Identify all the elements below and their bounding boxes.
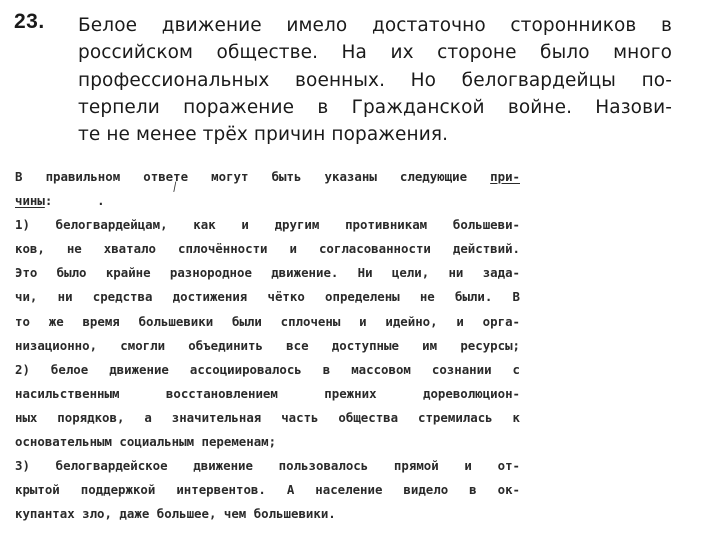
question-line: те не менее трёх причин поражения.: [78, 124, 449, 146]
answer-line: 3) белогвардейское движение пользовалось прямой и от-: [15, 458, 520, 474]
answer-line: 2) белое движение ассоциировалось в массовом сознании с: [15, 361, 520, 377]
answer-line: 1) белогвардейцам, как и другим противникам большеви-: [15, 217, 520, 233]
answer-line: ков, не хватало сплочённости и согласованности действий.: [15, 241, 520, 257]
answer-line: ных порядков, а значительная часть общества стремилась к: [15, 409, 520, 425]
question-line: Белое движение имело достаточно сторонников в: [78, 15, 672, 36]
answer-line: низационно, смогли объединить все доступные им ресурсы;: [15, 337, 520, 353]
answer-line: крытой поддержкой интервентов. А население видело в ок-: [15, 482, 520, 498]
answer-text: [15, 165, 520, 526]
answer-line: то же время большевики были сплочены и идейно, и орга-: [15, 313, 520, 329]
answer-intro-underlined: при-: [490, 169, 520, 184]
answer-intro-text: В правильном ответе могут быть указаны следующие: [15, 169, 491, 184]
answer-line: купантах зло, даже большее, чем большевики.: [15, 506, 336, 522]
answer-line: основательным социальным переменам;: [15, 434, 277, 450]
answer-line: чи, ни средства достижения чётко определены не были. В: [15, 289, 520, 305]
question-number: 23.: [14, 10, 45, 33]
question-text: [78, 12, 672, 148]
question-line: профессиональных военных. Но белогвардейцы по-: [78, 69, 672, 91]
question-line: терпели поражение в Гражданской войне. Назови-: [78, 96, 672, 118]
answer-line: насильственным восстановлением прежних дореволюцион-: [15, 385, 520, 401]
question-line: российском обществе. На их стороне было много: [78, 42, 672, 64]
answer-intro-underlined: чины: [15, 193, 45, 209]
answer-intro-dot: .: [97, 193, 105, 209]
answer-line: Это было крайне разнородное движение. Ни цели, ни зада-: [15, 265, 520, 281]
answer-intro-colon: :: [44, 193, 53, 209]
answer-intro-line: [15, 165, 520, 189]
answer-intro-line-2: [15, 189, 520, 213]
pen-mark: ⁄: [171, 180, 179, 194]
